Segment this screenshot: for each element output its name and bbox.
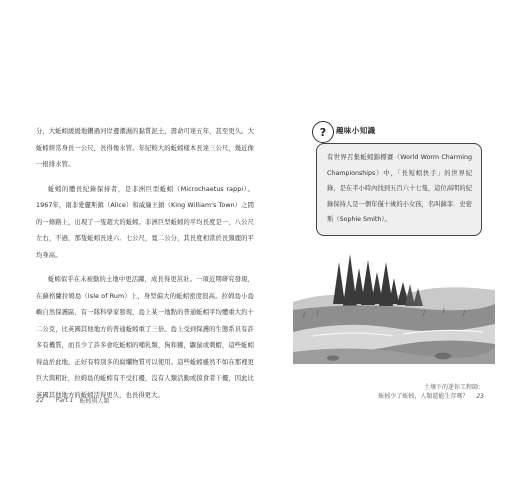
paragraph-3: 蚯蚓似乎在未被動的土地中更活躍，成長得更茁壯。一項近期研究發現，在蘇格蘭拉姆島（Isle of Rum）上，身型偏大的蚯蚓密度很高。拉姆島小島嶼自然保護區，有一隊科學家發現，島上某一地點的普通蚯蚓平均體重大約十二公克，比英國其他地方的普通蚯蚓重了三倍。島上受到保護的生態系具有許多有機質，而且少了許多會吃蚯蚓的哺乳類、狗和獾，鼴鼠或刺蝟，這些蚯蚓得益於此地，正好有特別多的腐爛物質可以使用。這些蚯蚓雖然不如在那裡更巨大與粗壯，拉姆島的蚯蚓有不受打擾，沒有人類活動或掠食者干擾，因此比英國其他地方的蚯蚓活得更久，也長得更大。 [36, 276, 254, 399]
trivia-text-box [316, 143, 482, 236]
trivia-title: 趣味小知識 [336, 126, 376, 135]
trivia-sidebar [312, 123, 482, 236]
riverbank-illustration [293, 232, 495, 364]
running-title-line-1: 土壤下的迷你工程師： [423, 384, 484, 391]
question-mark-icon: ? [312, 121, 334, 143]
trivia-header [312, 123, 482, 139]
paragraph-1: 分，大蚯蚓緩緩地鑽過河岸邊潮濕的黏質泥土，壽命可達五年，甚至更久。大蚯蚓經常身長一公尺，長得像水管。年紀較大的蚯蚓樣本長達三公尺，幾近像一根排水管。 [36, 128, 254, 168]
right-page-footer [378, 383, 484, 401]
running-title-line-2: 蚯蚓少了蚯蚓，人類還能生存嗎？ [378, 393, 469, 400]
left-page-footer [36, 396, 110, 405]
page-number-left: 22 [36, 397, 44, 404]
trivia-text: 有世界召集蚯蚓錦標賽（World Worm Charming Championships）中，「長短蚓快手」的世界紀錄，是在半小時內找到五百六十七隻，這位高明的紀錄保持人是一個年僅十歲的小女孩，名叫蘇菲．史密斯（Sophie Smith）。 [327, 154, 472, 223]
part-label: Part 1 [55, 397, 74, 404]
section-title: 蚯蚓與人類 [79, 398, 110, 405]
paragraph-2: 蚯蚓的體長紀錄保持者，是非洲巨型蚯蚓（Microchaetus rappi）。1967年，南非愛麗斯鎮（Alice）和威廉王鎮（King William's Town）之間的一條路上，出現了一隻超大的蚯蚓。非洲巨型蚯蚓的平均長度是一、八公尺左右，不過，那隻蚯蚓長達六．七公尺，寬二公分，其長度相當於長頸鹿的平均身高。 [36, 185, 254, 259]
left-page-body [36, 124, 254, 404]
page-number-right: 23 [476, 393, 484, 400]
